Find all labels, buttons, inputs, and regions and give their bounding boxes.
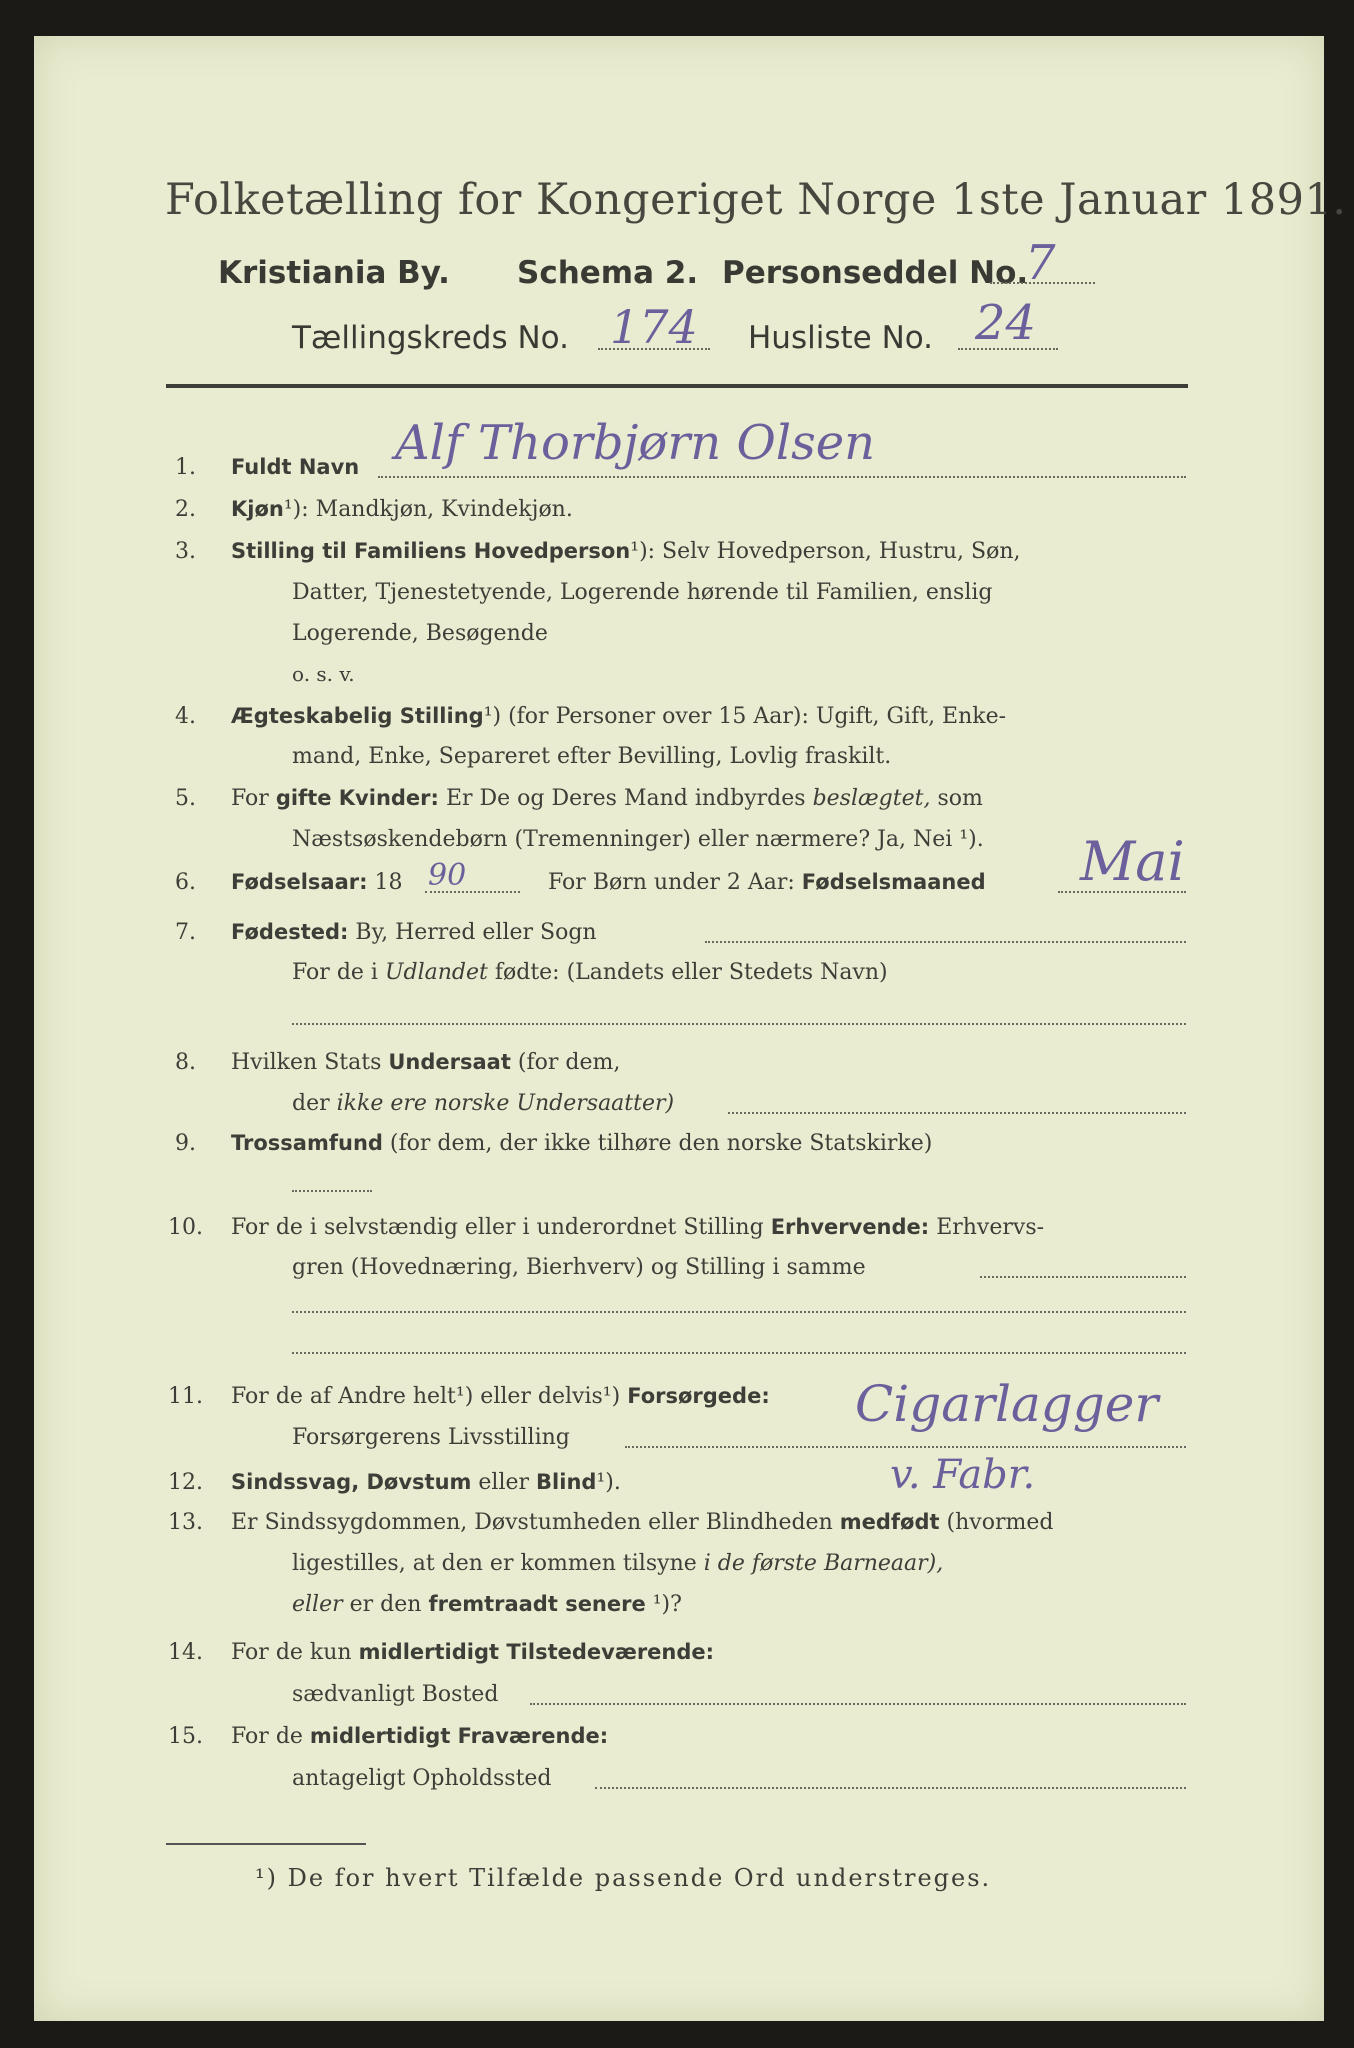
- item-3-number: 3.: [175, 539, 196, 564]
- item-15-line2: antageligt Opholdssted: [292, 1766, 552, 1791]
- item-6-number: 6.: [175, 870, 196, 895]
- item-13-line3: eller er den fremtraadt senere ¹)?: [292, 1592, 682, 1617]
- item-8-line2: der ikke ere norske Undersaatter): [292, 1091, 675, 1116]
- item-14-dotline: [530, 1703, 1186, 1705]
- item-15-number: 15.: [168, 1724, 203, 1749]
- item-10-blank-line-2: [292, 1352, 1186, 1354]
- item-13-line2: ligestilles, at den er kommen tilsyne i de første Barneaar),: [292, 1551, 944, 1576]
- item-15-text: For de midlertidigt Fraværende:: [231, 1724, 609, 1749]
- item-12-text: Sindssvag, Døvstum eller Blind¹).: [231, 1470, 621, 1495]
- item-8-number: 8.: [175, 1050, 196, 1075]
- item-9-text: Trossamfund (for dem, der ikke tilhøre den norske Statskirke): [231, 1131, 933, 1156]
- item-9-number: 9.: [175, 1131, 196, 1156]
- footnote-rule: [166, 1843, 366, 1845]
- item-14-text: For de kun midlertidigt Tilstedeværende:: [231, 1640, 715, 1665]
- item-3-line2: Datter, Tjenestetyende, Logerende hørende til Familien, enslig: [292, 580, 993, 605]
- item-3-line3: Logerende, Besøgende: [292, 621, 548, 646]
- personseddel-number: 7: [1025, 235, 1056, 291]
- item-5-line2: Næstsøskendebørn (Tremenninger) eller nærmere? Ja, Nei ¹).: [292, 827, 984, 852]
- item-3-text: Stilling til Familiens Hovedperson¹): Selv Hovedperson, Hustru, Søn,: [231, 539, 1021, 564]
- item-6-text: Fødselsaar: 18: [231, 870, 403, 895]
- item-14-number: 14.: [168, 1640, 203, 1665]
- item-8-dotline: [728, 1112, 1186, 1114]
- item-13-number: 13.: [168, 1510, 203, 1535]
- item-10-blank-line-1: [292, 1311, 1186, 1313]
- city-label: Kristiania By.: [218, 255, 450, 291]
- item-7-text: Fødested: By, Herred eller Sogn: [231, 920, 597, 945]
- item-10-dotline: [980, 1276, 1186, 1278]
- item-3-line4: o. s. v.: [292, 662, 355, 686]
- item-4-line2: mand, Enke, Separeret efter Bevilling, Lovlig fraskilt.: [292, 744, 892, 769]
- item-9-blank-line: [292, 1190, 372, 1192]
- item-1-number: 1.: [175, 455, 196, 480]
- item-1-handwritten-name: Alf Thorbjørn Olsen: [395, 415, 876, 471]
- husliste-number: 24: [975, 295, 1037, 351]
- husliste-label: Husliste No.: [748, 320, 934, 356]
- item-14-line2: sædvanligt Bosted: [292, 1682, 499, 1707]
- item-11-dotline: [625, 1446, 1186, 1448]
- item-11-handwritten-occupation: Cigarlagger: [855, 1375, 1159, 1433]
- item-10-text: For de i selvstændig eller i underordnet Stilling Erhvervende: Erhvervs-: [231, 1215, 1045, 1240]
- item-6-handwritten-month: Mai: [1080, 830, 1185, 893]
- item-12-number: 12.: [168, 1470, 203, 1495]
- item-8-text: Hvilken Stats Undersaat (for dem,: [231, 1050, 621, 1075]
- item-7-blank-line: [292, 1023, 1186, 1025]
- item-1-label: Fuldt Navn: [231, 455, 360, 479]
- kreds-number: 174: [610, 300, 698, 354]
- item-6-handwritten-year: 90: [428, 858, 467, 893]
- item-2-number: 2.: [175, 497, 196, 522]
- schema-label: Schema 2.: [517, 255, 699, 291]
- kreds-label: Tællingskreds No.: [292, 320, 569, 356]
- item-12-handwritten-note: v. Fabr.: [890, 1452, 1036, 1498]
- item-1-dotline: [378, 476, 1186, 478]
- item-15-dotline: [595, 1787, 1186, 1789]
- item-10-number: 10.: [168, 1215, 203, 1240]
- item-5-number: 5.: [175, 786, 196, 811]
- item-4-number: 4.: [175, 704, 196, 729]
- item-11-text: For de af Andre helt¹) eller delvis¹) Forsørgede:: [231, 1384, 770, 1409]
- form-title: Folketælling for Kongeriget Norge 1ste Januar 1891.: [165, 175, 1347, 225]
- item-11-line2: Forsørgerens Livsstilling: [292, 1425, 570, 1450]
- item-2-text: Kjøn¹): Mandkjøn, Kvindekjøn.: [231, 497, 573, 522]
- item-11-number: 11.: [168, 1384, 203, 1409]
- item-10-line2: gren (Hovednæring, Bierhverv) og Stilling i samme: [292, 1255, 866, 1280]
- item-5-text: For gifte Kvinder: Er De og Deres Mand indbyrdes beslægtet, som: [231, 786, 983, 811]
- header-rule: [166, 384, 1188, 388]
- item-7-number: 7.: [175, 920, 196, 945]
- personseddel-label: Personseddel No.: [722, 255, 1029, 291]
- item-6-text-b: For Børn under 2 Aar: Fødselsmaaned: [548, 870, 986, 895]
- item-13-text: Er Sindssygdommen, Døvstumheden eller Blindheden medfødt (hvormed: [231, 1510, 1054, 1535]
- item-4-text: Ægteskabelig Stilling¹) (for Personer over 15 Aar): Ugift, Gift, Enke-: [231, 704, 1007, 729]
- footnote: ¹) De for hvert Tilfælde passende Ord understreges.: [255, 1864, 992, 1892]
- item-7-dotline: [705, 941, 1186, 943]
- item-7-line2: For de i Udlandet fødte: (Landets eller Stedets Navn): [292, 960, 888, 985]
